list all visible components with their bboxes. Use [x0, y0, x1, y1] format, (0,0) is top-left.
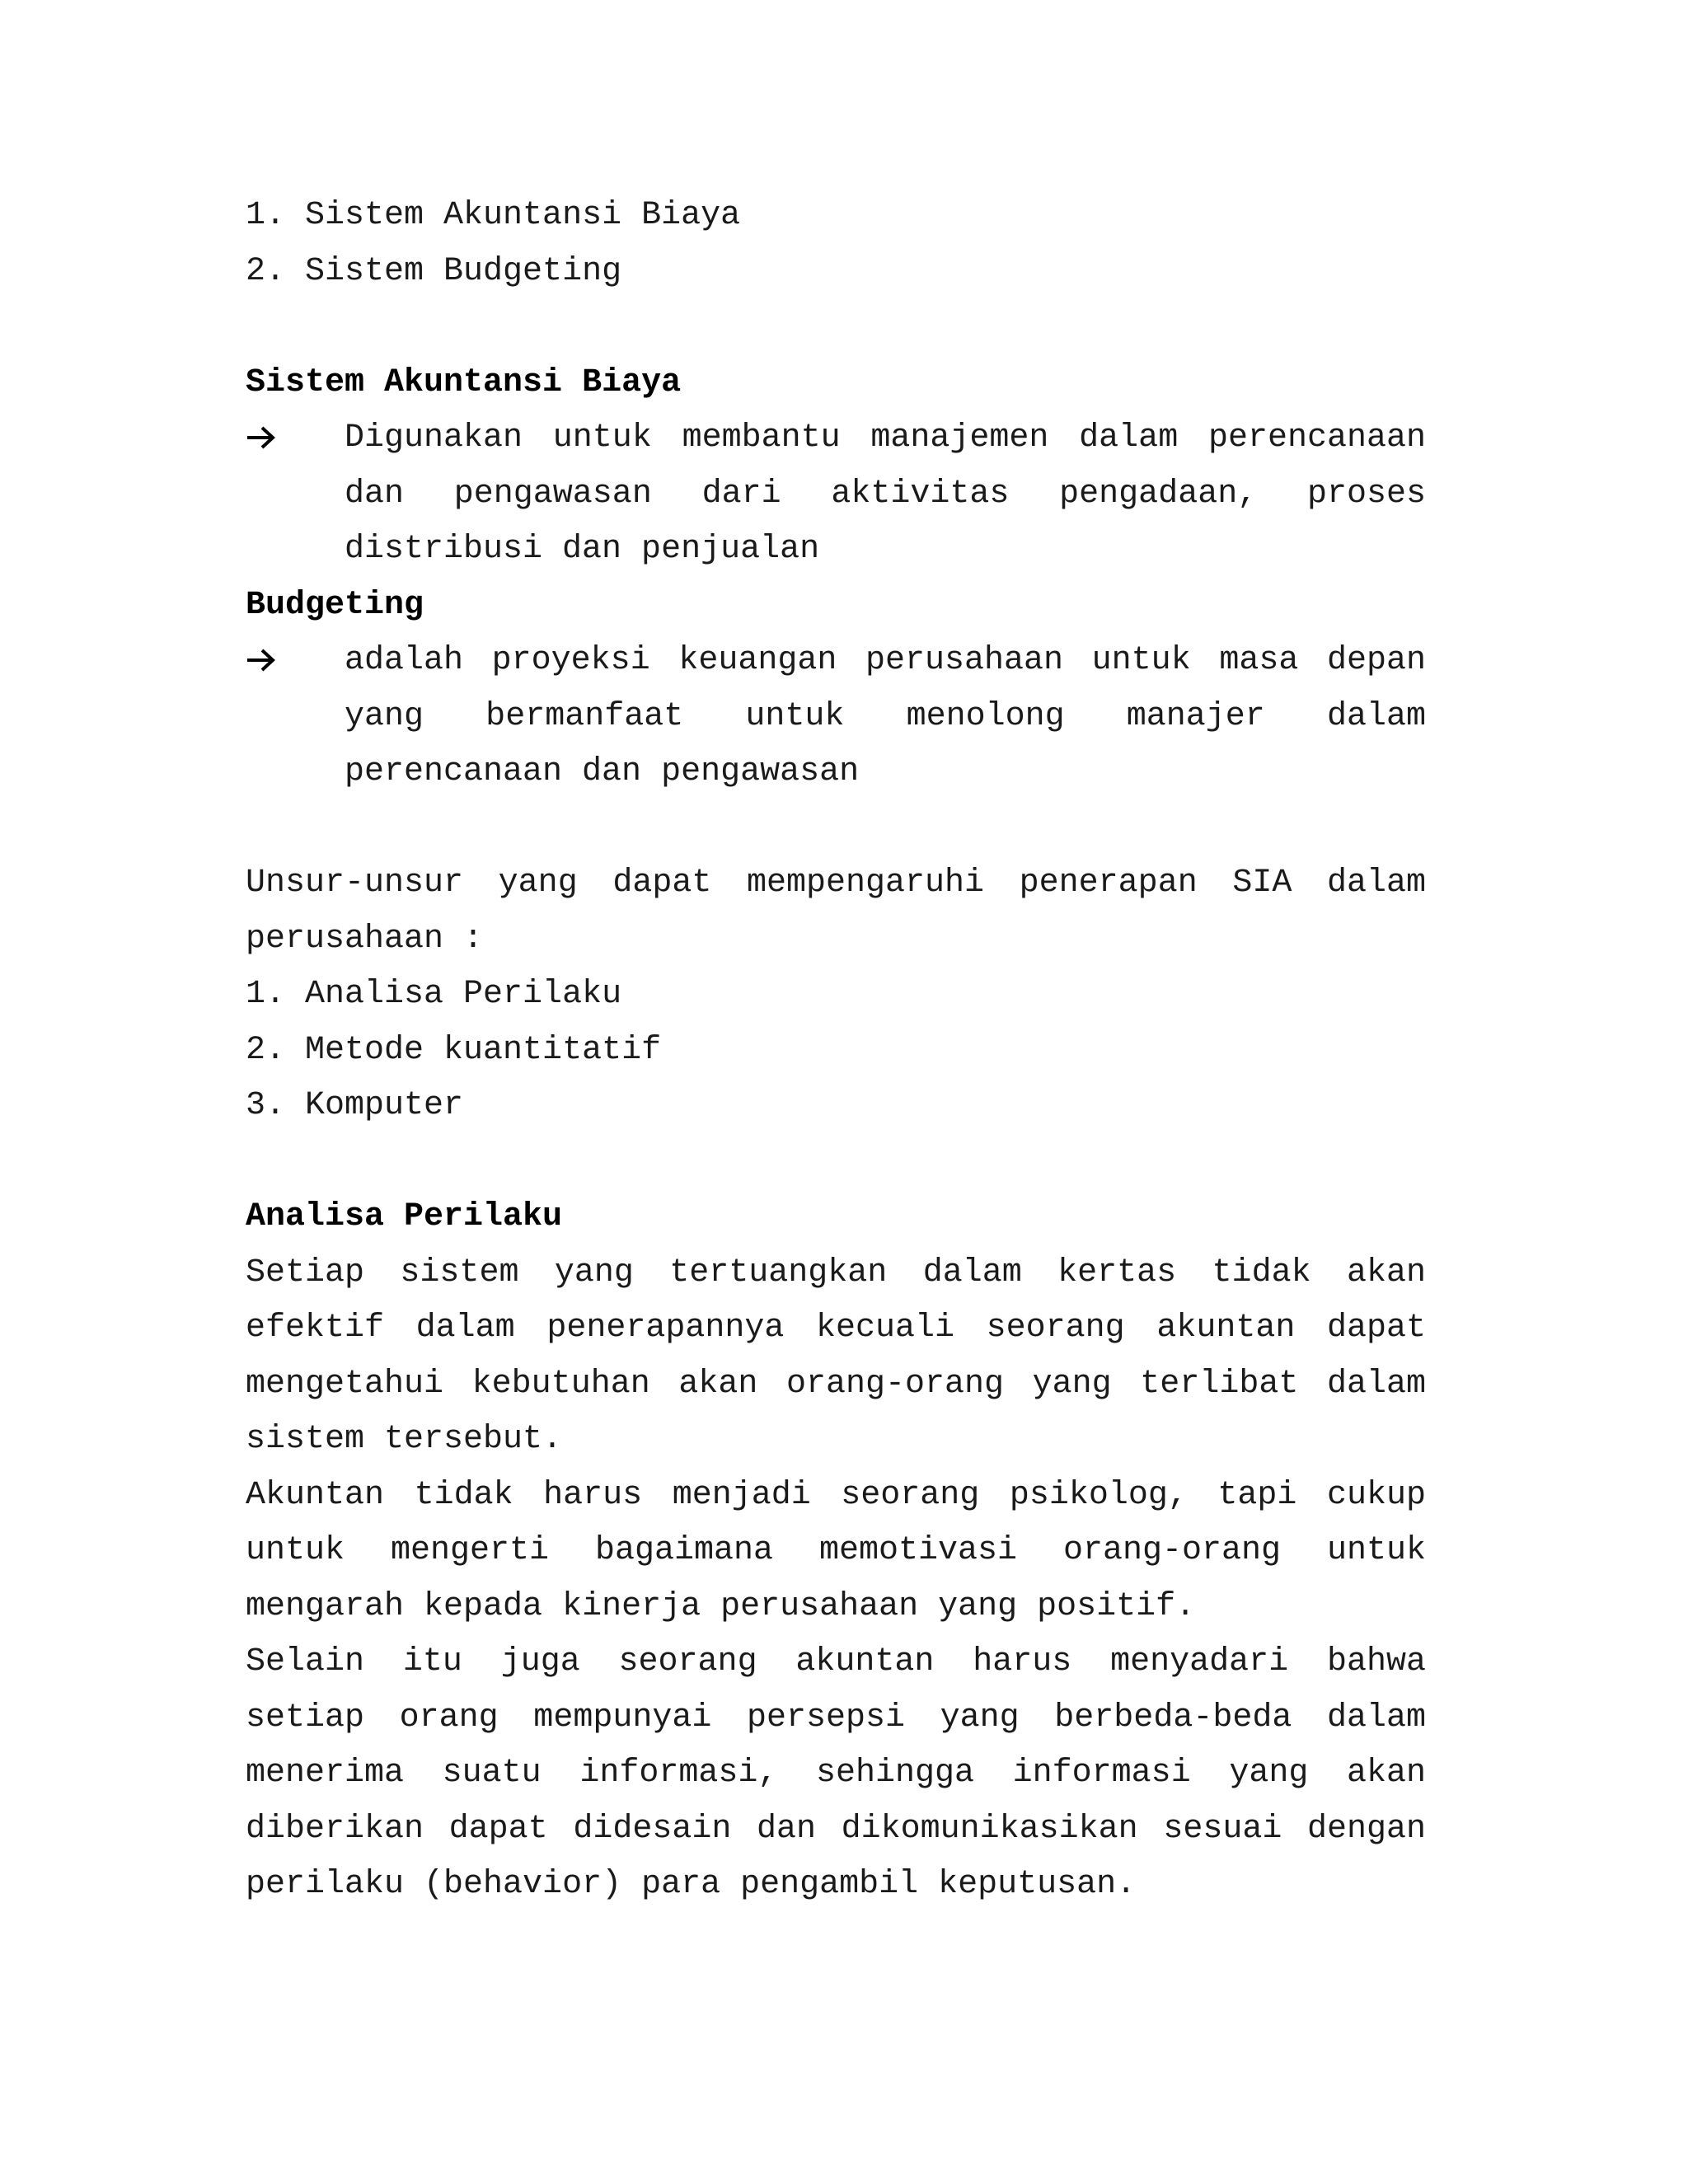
body-paragraph: Selain itu juga seorang akuntan harus menyadari bahwa setiap orang mempunyai persepsi yang berbeda-beda dalam menerima suatu informasi, sehingga informasi yang akan diberikan dapat didesain dan dikomunikasikan sesuai dengan perilaku (behavior) para pengambil keputusan.	[246, 1643, 1426, 1903]
definition-budgeting	[246, 633, 1426, 800]
arrow-right-icon	[246, 633, 295, 689]
section-heading-analisa-perilaku: Analisa Perilaku	[246, 1198, 563, 1235]
definition-text: Digunakan untuk membantu manajemen dalam perencanaan dan pengawasan dari aktivitas pengadaan, proses distribusi dan penjualan	[345, 419, 1426, 568]
document-page	[246, 188, 1426, 1913]
definition-text: adalah proyeksi keuangan perusahaan untuk masa depan yang bermanfaat untuk menolong manajer dalam perencanaan dan pengawasan	[345, 642, 1426, 790]
list-item: 2. Sistem Budgeting	[246, 252, 622, 290]
list-item: 1. Analisa Perilaku	[246, 976, 622, 1013]
spacer	[246, 1134, 1426, 1190]
body-paragraph: Setiap sistem yang tertuangkan dalam kertas tidak akan efektif dalam penerapannya kecuali seorang akuntan dapat mengetahui kebutuhan akan orang-orang yang terlibat dalam sistem tersebut.	[246, 1254, 1426, 1458]
numbered-list-elements	[246, 967, 1426, 1134]
list-item: 3. Komputer	[246, 1087, 464, 1124]
definition-sistem-akuntansi-biaya	[246, 410, 1426, 578]
list-item: 1. Sistem Akuntansi Biaya	[246, 197, 741, 234]
list-item: 2. Metode kuantitatif	[246, 1031, 662, 1069]
arrow-right-icon	[246, 410, 295, 466]
section-heading-sistem-akuntansi-biaya: Sistem Akuntansi Biaya	[246, 363, 682, 401]
spacer	[246, 800, 1426, 856]
numbered-list-systems	[246, 188, 1426, 299]
spacer	[246, 299, 1426, 355]
intro-paragraph: Unsur-unsur yang dapat mempengaruhi penerapan SIA dalam perusahaan :	[246, 865, 1426, 958]
section-heading-budgeting: Budgeting	[246, 586, 424, 624]
body-paragraph: Akuntan tidak harus menjadi seorang psikolog, tapi cukup untuk mengerti bagaimana memotivasi orang-orang untuk mengarah kepada kinerja perusahaan yang positif.	[246, 1476, 1426, 1625]
